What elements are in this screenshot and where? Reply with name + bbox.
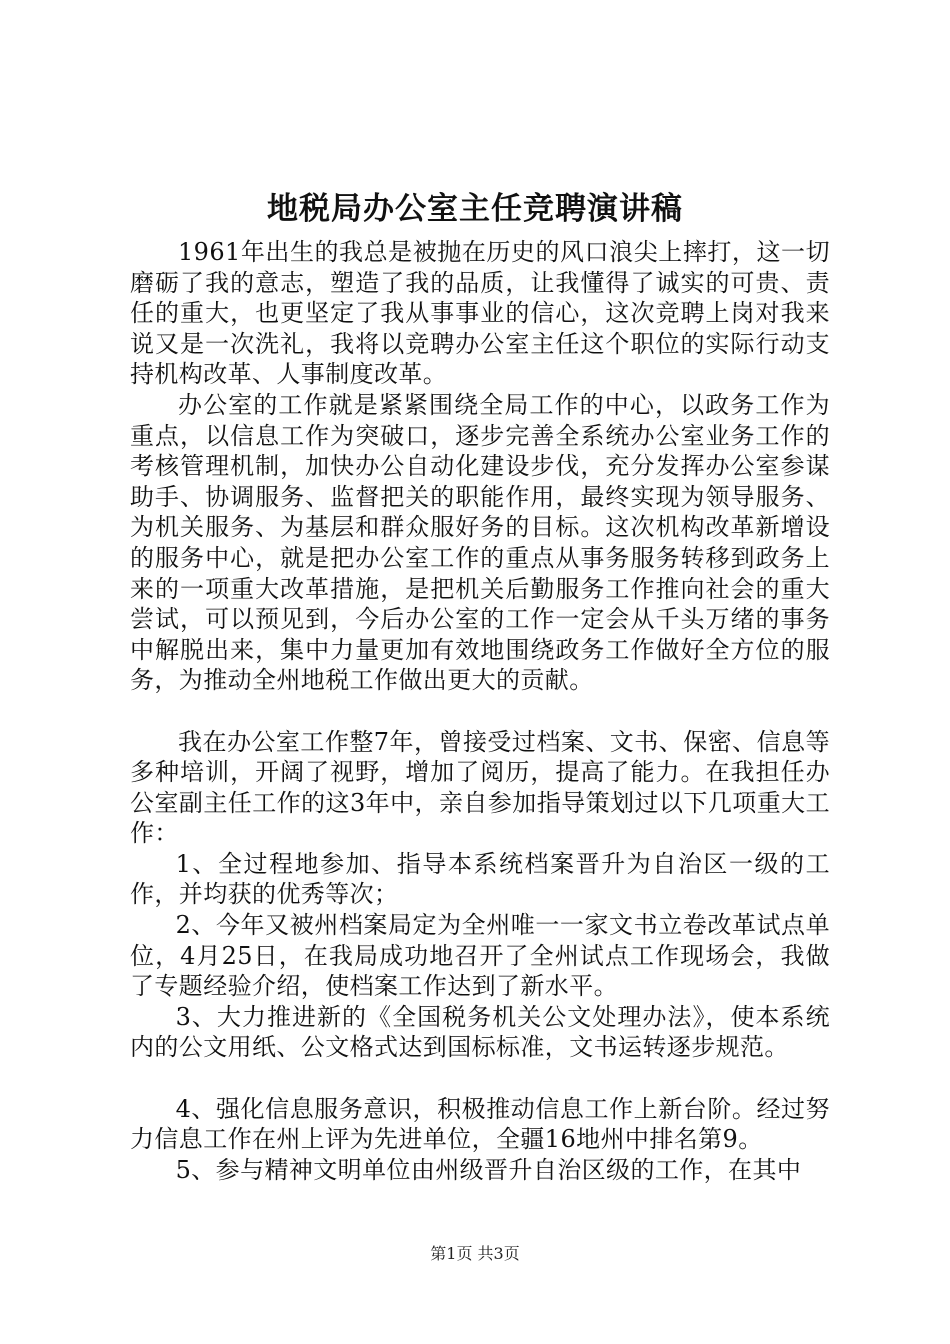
- document-title: 地税局办公室主任竞聘演讲稿: [267, 191, 683, 227]
- paragraph-intro: 1961年出生的我总是被抛在历史的风口浪尖上摔打，这一切磨砺了我的意志，塑造了我的品质，让我懂得了诚实的可贵、责任的重大，也更坚定了我从事事业的信心，这次竞聘上岗对我来说又是一次洗礼，我将以竞聘办公室主任这个职位的实际行动支持机构改革、人事制度改革。: [130, 238, 830, 389]
- list-item-2: 2、今年又被州档案局定为全州唯一一家文书立卷改革试点单位，4月25日，在我局成功地召开了全州试点工作现场会，我做了专题经验介绍，使档案工作达到了新水平。: [130, 911, 830, 1001]
- paragraph-office-work: 办公室的工作就是紧紧围绕全局工作的中心，以政务工作为重点，以信息工作为突破口，逐步完善全系统办公室业务工作的考核管理机制，加快办公自动化建设步伐，充分发挥办公室参谋助手、协调服务、监督把关的职能作用，最终实现为领导服务、为机关服务、为基层和群众服好务的目标。这次机构改革新增设的服务中心，就是把办公室工作的重点从事务服务转移到政务上来的一项重大改革措施，是把机关后勤服务工作推向社会的重大尝试，可以预见到，今后办公室的工作一定会从千头万绪的事务中解脱出来，集中力量更加有效地围绕政务工作做好全方位的服务，为推动全州地税工作做出更大的贡献。: [130, 390, 830, 695]
- page-number-footer: 第1页 共3页: [430, 1244, 520, 1263]
- list-item-1: 1、全过程地参加、指导本系统档案晋升为自治区一级的工作，并均获的优秀等次；: [130, 849, 830, 909]
- list-item-3: 3、大力推进新的《全国税务机关公文处理办法》，使本系统内的公文用纸、公文格式达到国标标准，文书运转逐步规范。: [130, 1002, 830, 1062]
- paragraph-spacer: [130, 1063, 830, 1094]
- paragraph-spacer: [130, 696, 830, 727]
- list-item-4: 4、强化信息服务意识，积极推动信息工作上新台阶。经过努力信息工作在州上评为先进单位，全疆16地州中排名第9。: [130, 1094, 830, 1154]
- paragraph-experience: 我在办公室工作整7年，曾接受过档案、文书、保密、信息等多种培训，开阔了视野，增加了阅历，提高了能力。在我担任办公室副主任工作的这3年中，亲自参加指导策划过以下几项重大工作：: [130, 727, 830, 848]
- list-item-5: 5、参与精神文明单位由州级晋升自治区级的工作，在其中: [175, 1155, 802, 1184]
- document-body: [130, 237, 830, 1185]
